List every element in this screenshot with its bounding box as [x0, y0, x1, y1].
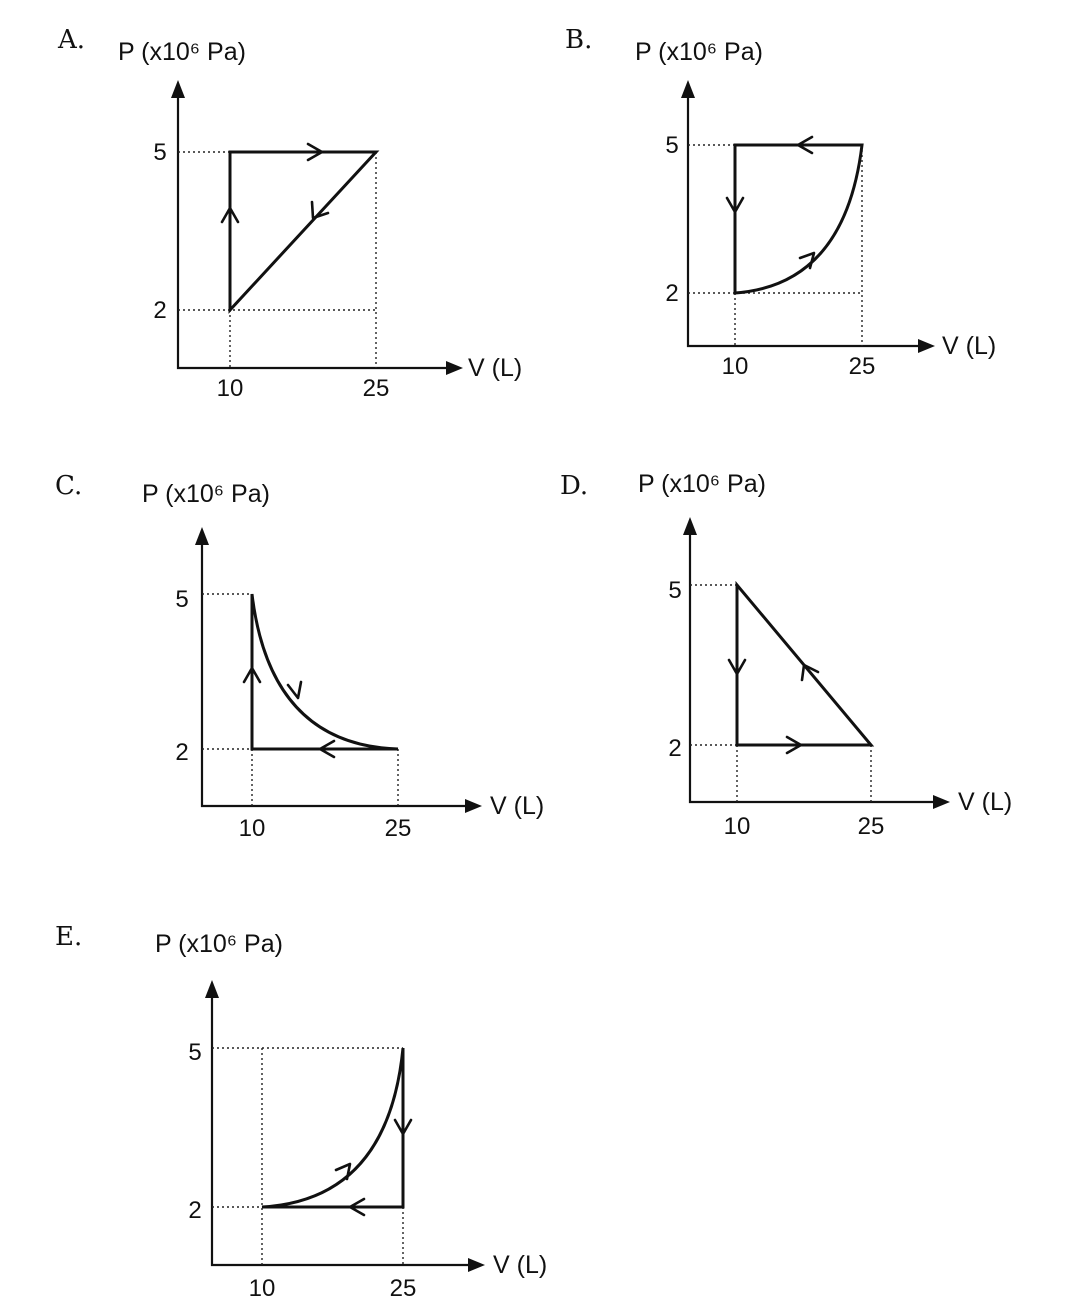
- option-c-ytick-2: 2: [175, 739, 189, 766]
- option-a-letter: A.: [58, 25, 86, 55]
- option-d-x-arrowhead: [933, 795, 950, 809]
- option-c: [55, 471, 544, 842]
- option-e-x-arrowhead: [468, 1258, 485, 1272]
- option-a-ytick-5: 5: [153, 139, 167, 166]
- option-c-x-axis-label: V (L): [490, 792, 545, 820]
- option-c-y-arrowhead: [195, 527, 209, 545]
- option-b-y-axis-label: P (x10⁶ Pa): [635, 38, 763, 66]
- option-b-y-arrowhead: [681, 80, 695, 98]
- option-b-xtick-25: 25: [848, 353, 876, 380]
- option-e-letter: E.: [55, 922, 83, 952]
- option-e-guides: [212, 1048, 403, 1265]
- option-a-x-arrowhead: [446, 361, 463, 375]
- option-d-xtick-25: 25: [857, 813, 885, 840]
- option-e-arrow-curve: [336, 1164, 350, 1179]
- option-a-axes: [178, 88, 455, 368]
- option-c-ytick-5: 5: [175, 586, 189, 613]
- option-d: [560, 470, 1012, 840]
- option-a-ytick-2: 2: [153, 297, 167, 324]
- option-e: [55, 922, 547, 1302]
- option-c-guides: [202, 594, 398, 806]
- option-a-cycle-path: [230, 152, 376, 310]
- option-b: [565, 25, 996, 380]
- option-c-x-arrowhead: [465, 799, 482, 813]
- option-b-guides: [688, 145, 862, 346]
- option-c-arrow-curve: [288, 682, 301, 698]
- option-c-y-axis-label: P (x10⁶ Pa): [142, 480, 270, 508]
- option-e-xtick-25: 25: [389, 1275, 417, 1302]
- option-b-xtick-10: 10: [721, 353, 749, 380]
- option-b-cycle-path: [735, 145, 862, 293]
- option-c-cycle-path: [252, 594, 398, 749]
- option-d-ytick-5: 5: [668, 577, 682, 604]
- option-d-axes: [690, 525, 940, 802]
- option-d-x-axis-label: V (L): [958, 788, 1013, 816]
- option-a-x-axis-label: V (L): [468, 354, 523, 382]
- option-d-guides: [690, 585, 871, 802]
- option-a-xtick-10: 10: [216, 375, 244, 402]
- option-e-cycle-path: [262, 1048, 403, 1207]
- option-e-y-arrowhead: [205, 980, 219, 998]
- option-e-y-axis-label: P (x10⁶ Pa): [155, 930, 283, 958]
- option-d-letter: D.: [560, 471, 589, 501]
- option-e-axes: [212, 988, 475, 1265]
- option-b-x-arrowhead: [918, 339, 935, 353]
- option-d-y-axis-label: P (x10⁶ Pa): [638, 470, 766, 498]
- option-a-xtick-25: 25: [362, 375, 390, 402]
- option-d-y-arrowhead: [683, 517, 697, 535]
- option-d-xtick-10: 10: [723, 813, 751, 840]
- option-c-letter: C.: [55, 471, 83, 501]
- option-c-axes: [202, 535, 472, 806]
- option-a: [57, 25, 522, 402]
- option-e-x-axis-label: V (L): [493, 1251, 548, 1279]
- option-a-y-arrowhead: [171, 80, 185, 98]
- option-b-letter: B.: [565, 25, 593, 55]
- option-e-xtick-10: 10: [248, 1275, 276, 1302]
- option-b-axes: [688, 88, 925, 346]
- option-b-x-axis-label: V (L): [942, 332, 997, 360]
- option-c-xtick-10: 10: [238, 815, 266, 842]
- option-b-ytick-5: 5: [665, 132, 679, 159]
- option-b-ytick-2: 2: [665, 280, 679, 307]
- option-a-y-axis-label: P (x10⁶ Pa): [118, 38, 246, 66]
- option-d-ytick-2: 2: [668, 735, 682, 762]
- option-e-ytick-2: 2: [188, 1197, 202, 1224]
- option-c-xtick-25: 25: [384, 815, 412, 842]
- option-e-ytick-5: 5: [188, 1039, 202, 1066]
